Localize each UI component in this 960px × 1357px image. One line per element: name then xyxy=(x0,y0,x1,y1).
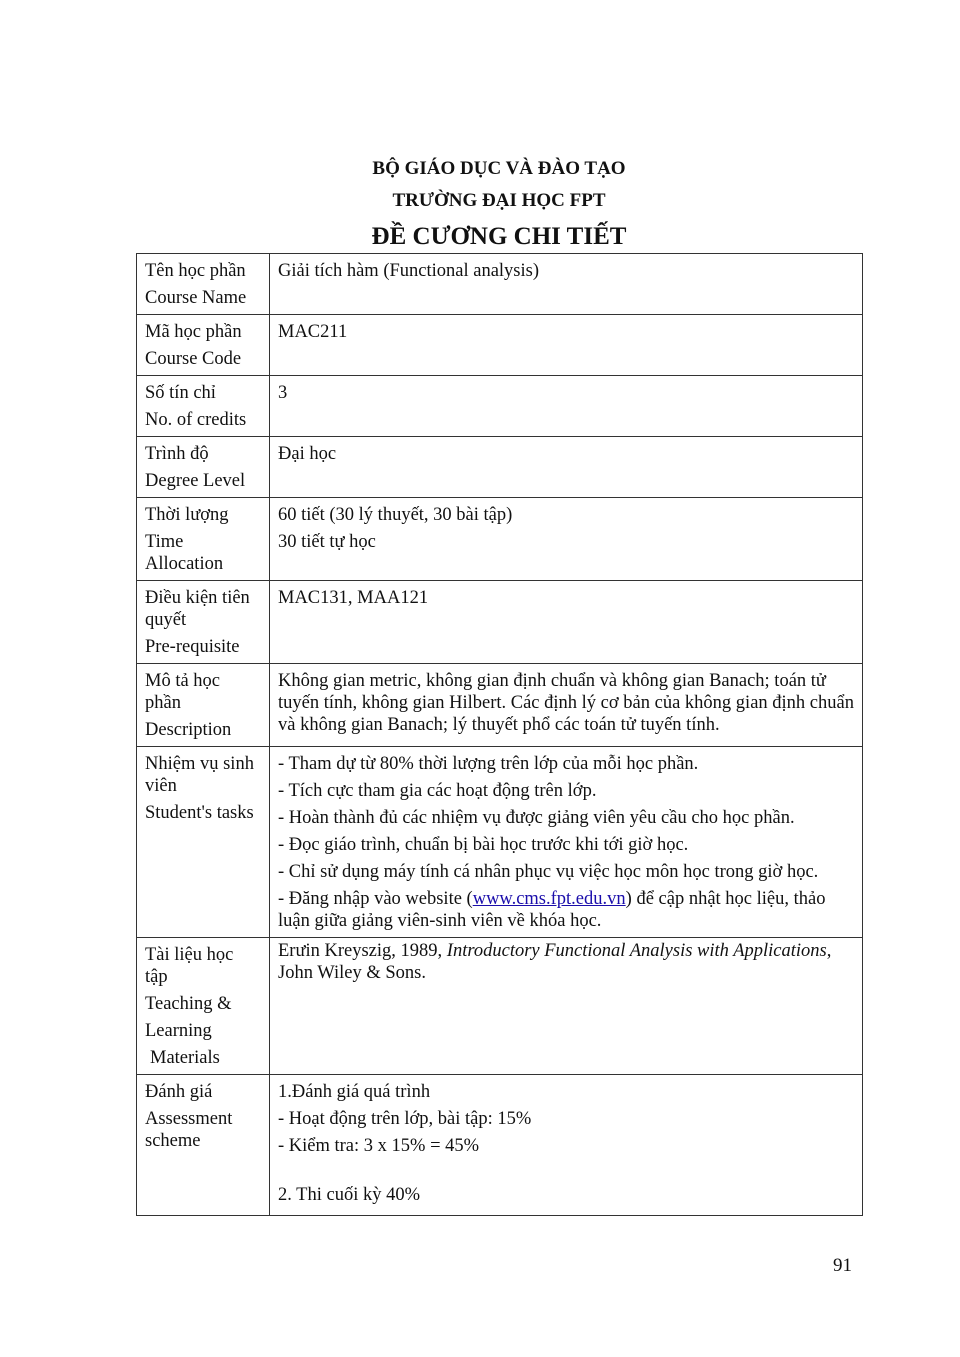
task-item: - Tích cực tham gia các hoạt động trên lớp. xyxy=(278,781,597,801)
course-name-text: Giải tích hàm (Functional analysis) xyxy=(278,261,539,281)
label-credits xyxy=(137,376,270,437)
row-assessment xyxy=(137,1075,863,1216)
ministry-heading: BỘ GIÁO DỤC VÀ ĐÀO TẠO xyxy=(372,158,626,179)
row-student-tasks xyxy=(137,747,863,938)
label-en: Teaching & xyxy=(145,994,232,1014)
assessment-line: - Kiểm tra: 3 x 15% = 45% xyxy=(278,1136,480,1156)
syllabus-table xyxy=(136,253,863,1216)
label-vi: Mã học phần xyxy=(145,322,242,342)
label-time-allocation xyxy=(137,498,270,581)
label-prerequisite xyxy=(137,581,270,664)
label-vi: tập xyxy=(145,967,168,987)
value-degree xyxy=(270,437,863,498)
task-suffix: ) để cập nhật học liệu, thảo luận giữa giảng viên-sinh viên về khóa học. xyxy=(278,889,826,931)
task-item-website xyxy=(278,888,854,932)
label-course-code xyxy=(137,315,270,376)
value-course-code xyxy=(270,315,863,376)
label-en: No. of credits xyxy=(145,410,247,430)
assessment-line: - Hoạt động trên lớp, bài tập: 15% xyxy=(278,1109,532,1129)
page-number: 91 xyxy=(833,1255,852,1276)
degree-text: Đại học xyxy=(278,444,337,464)
label-degree xyxy=(137,437,270,498)
row-course-code xyxy=(137,315,863,376)
row-description xyxy=(137,664,863,747)
label-vi: phần xyxy=(145,693,181,713)
material-book-title: Introductory Functional Analysis with Applications xyxy=(446,941,827,961)
value-assessment xyxy=(270,1075,863,1216)
value-description xyxy=(270,664,863,747)
label-en: Course Code xyxy=(145,349,242,369)
course-code-text: MAC211 xyxy=(278,322,348,342)
label-course-name xyxy=(137,254,270,315)
label-en: Allocation xyxy=(145,554,224,574)
value-student-tasks xyxy=(270,747,863,938)
material-author: Erưin Kreyszig, 1989, xyxy=(278,941,447,961)
time-line-2: 30 tiết tự học xyxy=(278,532,376,552)
label-vi: Mô tả học xyxy=(145,671,221,691)
label-en: scheme xyxy=(145,1131,201,1151)
label-en: Learning xyxy=(145,1021,212,1041)
description-text: Không gian metric, không gian định chuẩn và không gian Banach; toán tử tuyến tính, không gian Hilbert. Các định lý cơ bản của không gian định chuẩn và không gian Banach; lý thuyết phổ các toán tử tuyến tính. xyxy=(278,671,854,735)
prerequisite-text: MAC131, MAA121 xyxy=(278,588,429,608)
task-item: - Hoàn thành đủ các nhiệm vụ được giảng viên yêu cầu cho học phần. xyxy=(278,808,795,828)
label-description xyxy=(137,664,270,747)
label-assessment xyxy=(137,1075,270,1216)
assessment-line: 1.Đánh giá quá trình xyxy=(278,1082,431,1102)
label-vi: Trình độ xyxy=(145,444,209,464)
label-vi: Tài liệu học xyxy=(145,945,234,965)
label-en: Pre-requisite xyxy=(145,637,240,657)
value-course-name xyxy=(270,254,863,315)
value-credits xyxy=(270,376,863,437)
label-materials xyxy=(137,938,270,1075)
label-en: Student's tasks xyxy=(145,803,254,823)
task-item: - Tham dự từ 80% thời lượng trên lớp của mỗi học phần. xyxy=(278,754,699,774)
credits-text: 3 xyxy=(278,383,288,403)
row-time-allocation xyxy=(137,498,863,581)
label-en: Course Name xyxy=(145,288,247,308)
website-link[interactable]: www.cms.fpt.edu.vn xyxy=(472,889,626,909)
label-vi: viên xyxy=(145,776,177,796)
task-item: - Chỉ sử dụng máy tính cá nhân phục vụ việc học môn học trong giờ học. xyxy=(278,862,819,882)
label-vi: Tên học phần xyxy=(145,261,246,281)
row-prerequisite xyxy=(137,581,863,664)
task-item: - Đọc giáo trình, chuẩn bị bài học trước khi tới giờ học. xyxy=(278,835,689,855)
row-course-name xyxy=(137,254,863,315)
time-line-1: 60 tiết (30 lý thuyết, 30 bài tập) xyxy=(278,505,513,525)
label-en: Assessment xyxy=(145,1109,233,1129)
assessment-line: 2. Thi cuối kỳ 40% xyxy=(278,1185,420,1205)
label-vi: Số tín chỉ xyxy=(145,383,216,403)
label-en: Time xyxy=(145,532,184,552)
value-time-allocation xyxy=(270,498,863,581)
task-prefix: - Đăng nhập vào website ( xyxy=(278,889,473,909)
label-en: Description xyxy=(145,720,232,740)
university-heading: TRƯỜNG ĐẠI HỌC FPT xyxy=(392,190,606,211)
label-en: Degree Level xyxy=(145,471,246,491)
label-vi: Thời lượng xyxy=(145,505,229,525)
document-title: ĐỀ CƯƠNG CHI TIẾT xyxy=(371,223,627,250)
value-prerequisite xyxy=(270,581,863,664)
label-en: Materials xyxy=(150,1048,220,1068)
value-materials xyxy=(270,938,863,1075)
label-student-tasks xyxy=(137,747,270,938)
assessment-spacer xyxy=(278,1157,854,1179)
label-vi: quyết xyxy=(145,610,187,630)
label-vi: Điều kiện tiên xyxy=(145,588,250,608)
row-degree xyxy=(137,437,863,498)
row-materials xyxy=(137,938,863,1075)
label-vi: Nhiệm vụ sinh xyxy=(145,754,254,774)
label-vi: Đánh giá xyxy=(145,1082,213,1102)
material-publisher: , John Wiley & Sons. xyxy=(278,941,832,983)
row-credits xyxy=(137,376,863,437)
